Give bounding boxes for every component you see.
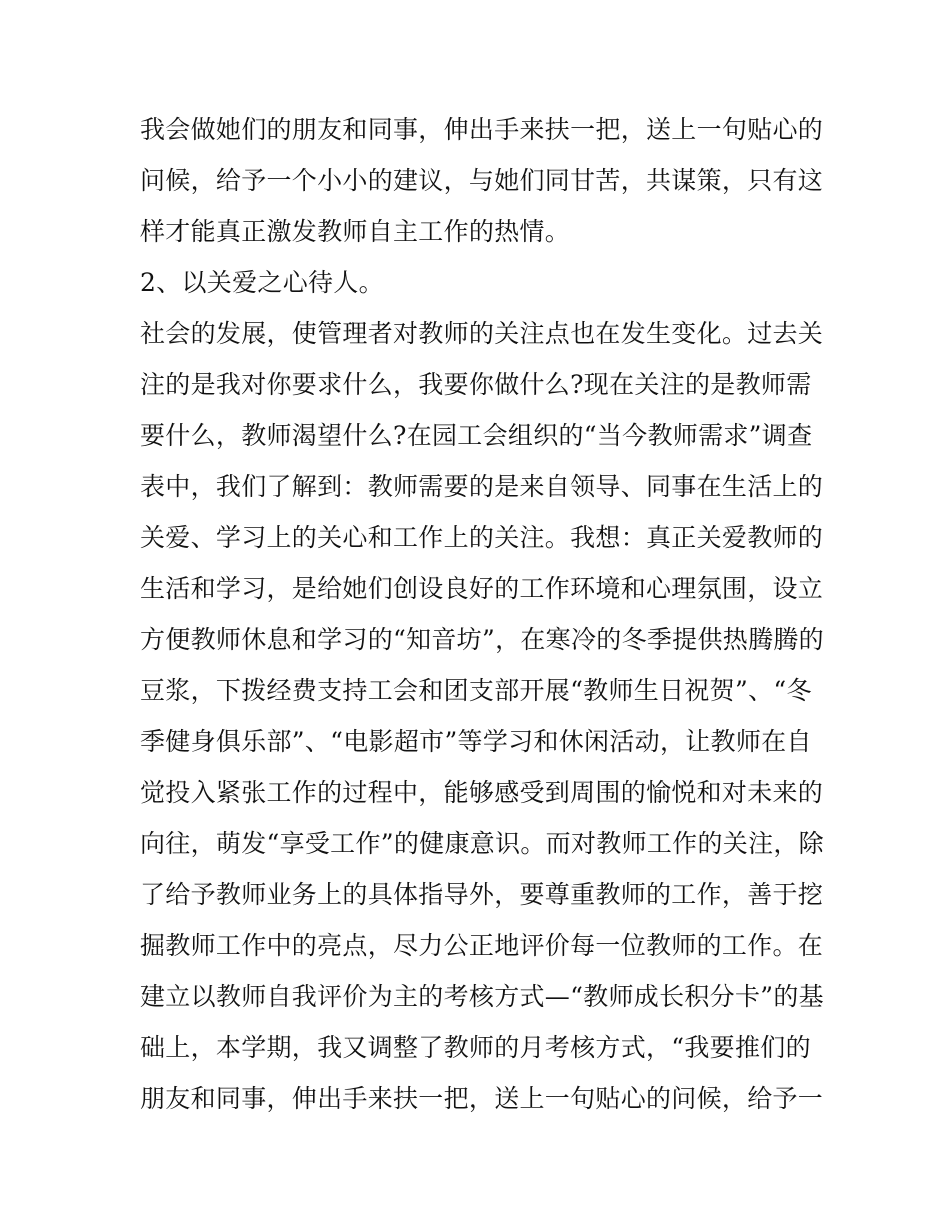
text-line: 关爱、学习上的关心和工作上的关注。我想：真正关爱教师的 <box>140 523 824 552</box>
text-line: 社会的发展，使管理者对教师的关注点也在发生变化。过去关 <box>140 319 824 348</box>
text-line: 朋友和同事，伸出手来扶一把，送上一句贴心的问候，给予一 <box>140 1084 824 1113</box>
text-line: 要什么，教师渴望什么?在园工会组织的“当今教师需求”调查 <box>140 421 813 450</box>
text-line: 季健身俱乐部”、“电影超市”等学习和休闲活动，让教师在自 <box>140 727 812 756</box>
text-line: 豆浆，下拨经费支持工会和团支部开展“教师生日祝贺”、“冬 <box>140 676 812 705</box>
text-line: 觉投入紧张工作的过程中，能够感受到周围的愉悦和对未来的 <box>140 778 824 807</box>
text-line: 问候，给予一个小小的建议，与她们同甘苦，共谋策，只有这 <box>140 166 824 195</box>
text-line: 表中，我们了解到：教师需要的是来自领导、同事在生活上的 <box>140 472 824 501</box>
section-heading: 2、以关爱之心待人。 <box>140 268 384 297</box>
text-line: 生活和学习，是给她们创设良好的工作环境和心理氛围，设立 <box>140 574 824 603</box>
text-line: 向往，萌发“享受工作”的健康意识。而对教师工作的关注，除 <box>140 829 824 858</box>
text-line: 我会做她们的朋友和同事，伸出手来扶一把，送上一句贴心的 <box>140 115 824 144</box>
text-line: 了给予教师业务上的具体指导外，要尊重教师的工作，善于挖 <box>140 880 824 909</box>
text-line: 础上，本学期，我又调整了教师的月考核方式，“我要推们的 <box>140 1033 811 1062</box>
text-line: 方便教师休息和学习的“知音坊”，在寒冷的冬季提供热腾腾的 <box>140 625 824 654</box>
text-line: 建立以教师自我评价为主的考核方式—“教师成长积分卡”的基 <box>140 982 824 1011</box>
text-line: 注的是我对你要求什么，我要你做什么?现在关注的是教师需 <box>140 370 812 399</box>
text-line: 样才能真正激发教师自主工作的热情。 <box>140 217 571 246</box>
text-line: 掘教师工作中的亮点，尽力公正地评价每一位教师的工作。在 <box>140 931 824 960</box>
